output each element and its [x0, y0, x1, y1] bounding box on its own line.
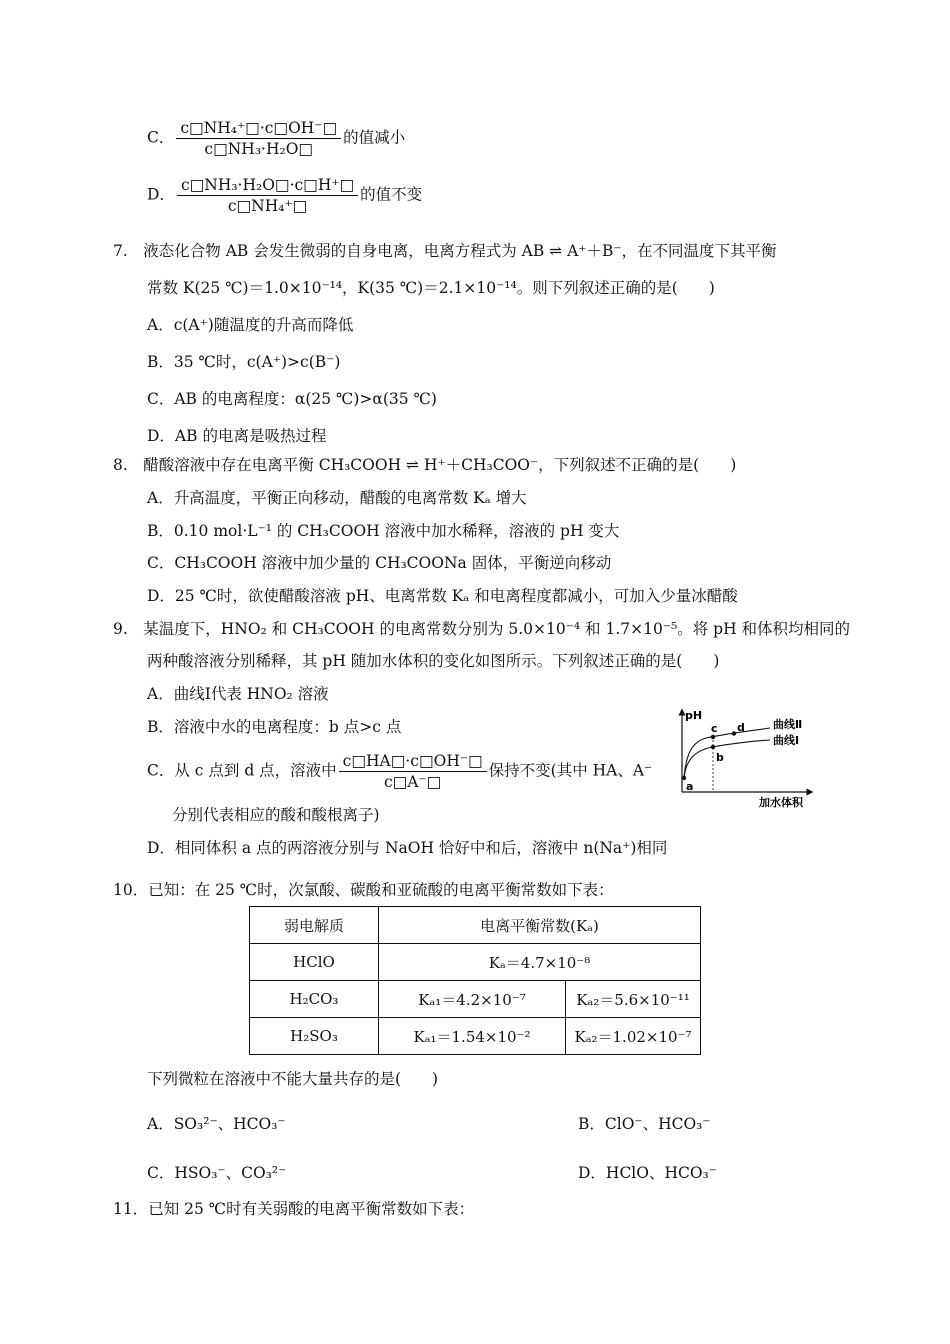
- q9-c-fraction: $\frac{c□HA□\cdot c□OH^-□}{c□A^-□}$: [339, 752, 487, 791]
- q10-stem: 10．已知：在 25 ℃时，次氯酸、碳酸和亚硫酸的电离平衡常数如下表：: [113, 881, 614, 899]
- q7-stem-line2: 常数 K(25 ℃)＝1.0×10⁻¹⁴，K(35 ℃)＝2.1×10⁻¹⁴。则下列叙述正确的是( ): [147, 279, 715, 297]
- y-axis-label: pH: [685, 709, 703, 722]
- q6-option-c: C． $\frac{\text{c□NH₄⁺□·c□OH⁻□}}{\text{c□NH₃·H₂O□}}$ 的值减小: [147, 119, 406, 158]
- table-header-cell: 电离平衡常数(Kₐ): [379, 907, 701, 944]
- q9-option-b: B．溶液中水的电离程度：b 点>c 点: [147, 718, 402, 736]
- table-cell: Kₐ₂＝5.6×10⁻¹¹: [566, 981, 701, 1018]
- table-row: [250, 981, 701, 1018]
- q10-ask: 下列微粒在溶液中不能大量共存的是( ): [147, 1070, 439, 1088]
- point-d: [732, 731, 736, 735]
- table-cell: Kₐ₂＝1.02×10⁻⁷: [566, 1018, 701, 1055]
- table-row: [250, 1018, 701, 1055]
- q8-option-a: A．升高温度，平衡正向移动，醋酸的电离常数 Kₐ 增大: [147, 489, 527, 507]
- q10-option-d: D．HClO、HCO₃⁻: [578, 1164, 717, 1182]
- curve-2-label: 曲线Ⅱ: [773, 718, 803, 731]
- q6-option-d: D． $\frac{\text{c□NH₃·H₂O□·c□H⁺□}}{\text{c□NH₄⁺□}}$ 的值不变: [147, 176, 423, 215]
- q8-stem: 8. 醋酸溶液中存在电离平衡 CH₃COOH ⇌ H⁺＋CH₃COO⁻，下列叙述不正确的是( ): [113, 456, 737, 474]
- point-b: [711, 745, 715, 749]
- q9-stem-line1: 9. 某温度下，HNO₂ 和 CH₃COOH 的电离常数分别为 5.0×10⁻⁴ 和 1.7×10⁻⁵。将 pH 和体积均相同的: [113, 620, 851, 638]
- q6-d-fraction: $\frac{\text{c□NH₃·H₂O□·c□H⁺□}}{\text{c□NH₄⁺□}}$: [177, 176, 358, 215]
- q7-option-b: B．35 ℃时，c(A⁺)>c(B⁻): [147, 353, 341, 371]
- point-c: [711, 735, 715, 739]
- q9-option-d: D．相同体积 a 点的两溶液分别与 NaOH 恰好中和后，溶液中 n(Na⁺)相同: [147, 839, 668, 857]
- q7-option-a: A．c(A⁺)随温度的升高而降低: [147, 316, 354, 334]
- x-axis-label: 加水体积: [759, 796, 803, 809]
- point-c-label: c: [711, 722, 718, 735]
- q10-option-b: B．ClO⁻、HCO₃⁻: [578, 1115, 711, 1133]
- q8-option-b: B．0.10 mol·L⁻¹ 的 CH₃COOH 溶液中加水稀释，溶液的 pH 变大: [147, 522, 620, 540]
- q9-stem-line2: 两种酸溶液分别稀释，其 pH 随加水体积的变化如图所示。下列叙述正确的是( ): [147, 652, 720, 670]
- q7-option-c: C．AB 的电离程度：α(25 ℃)>α(35 ℃): [147, 390, 437, 408]
- curve-1-label: 曲线Ⅰ: [773, 734, 800, 747]
- table-cell: H₂CO₃: [250, 981, 379, 1018]
- q8-option-c: C．CH₃COOH 溶液中加少量的 CH₃COONa 固体，平衡逆向移动: [147, 554, 612, 572]
- q6-c-fraction: $\frac{\text{c□NH₄⁺□·c□OH⁻□}}{\text{c□NH₃·H₂O□}}$: [176, 119, 341, 158]
- q10-option-c: C．HSO₃⁻、CO₃²⁻: [147, 1164, 287, 1182]
- q11-stem: 11．已知 25 ℃时有关弱酸的电离平衡常数如下表：: [113, 1200, 475, 1218]
- q7-option-d: D．AB 的电离是吸热过程: [147, 427, 327, 445]
- ionization-constant-table: [249, 906, 701, 1055]
- table-cell: Kₐ₁＝4.2×10⁻⁷: [379, 981, 566, 1018]
- point-a-label: a: [686, 780, 694, 793]
- table-header-row: [250, 907, 701, 944]
- q9-option-c-cont: 分别代表相应的酸和酸根离子): [172, 806, 380, 824]
- q9-option-a: A．曲线Ⅰ代表 HNO₂ 溶液: [147, 685, 329, 703]
- table-cell: Kₐ₁＝1.54×10⁻²: [379, 1018, 566, 1055]
- q10-option-a: A．SO₃²⁻、HCO₃⁻: [147, 1115, 286, 1133]
- point-d-label: d: [737, 721, 745, 734]
- table-header-cell: 弱电解质: [250, 907, 379, 944]
- table-cell: H₂SO₃: [250, 1018, 379, 1055]
- q7-stem-line1: 7. 液态化合物 AB 会发生微弱的自身电离，电离方程式为 AB ⇌ A⁺＋B⁻，在不同温度下其平衡: [113, 242, 777, 260]
- q9-option-c: C．从 c 点到 d 点，溶液中 $\frac{c□HA□\cdot c□OH^-□}{c□A^-□}$ 保持不变(其中 HA、A⁻: [147, 752, 653, 791]
- table-cell: HClO: [250, 944, 379, 981]
- table-row: [250, 944, 701, 981]
- q8-option-d: D．25 ℃时，欲使醋酸溶液 pH、电离常数 Kₐ 和电离程度都减小，可加入少量冰醋酸: [147, 587, 738, 605]
- point-b-label: b: [716, 751, 724, 764]
- table-cell: Kₐ＝4.7×10⁻⁸: [379, 944, 701, 981]
- ph-dilution-graph: [672, 706, 822, 810]
- curve-1: [684, 740, 770, 778]
